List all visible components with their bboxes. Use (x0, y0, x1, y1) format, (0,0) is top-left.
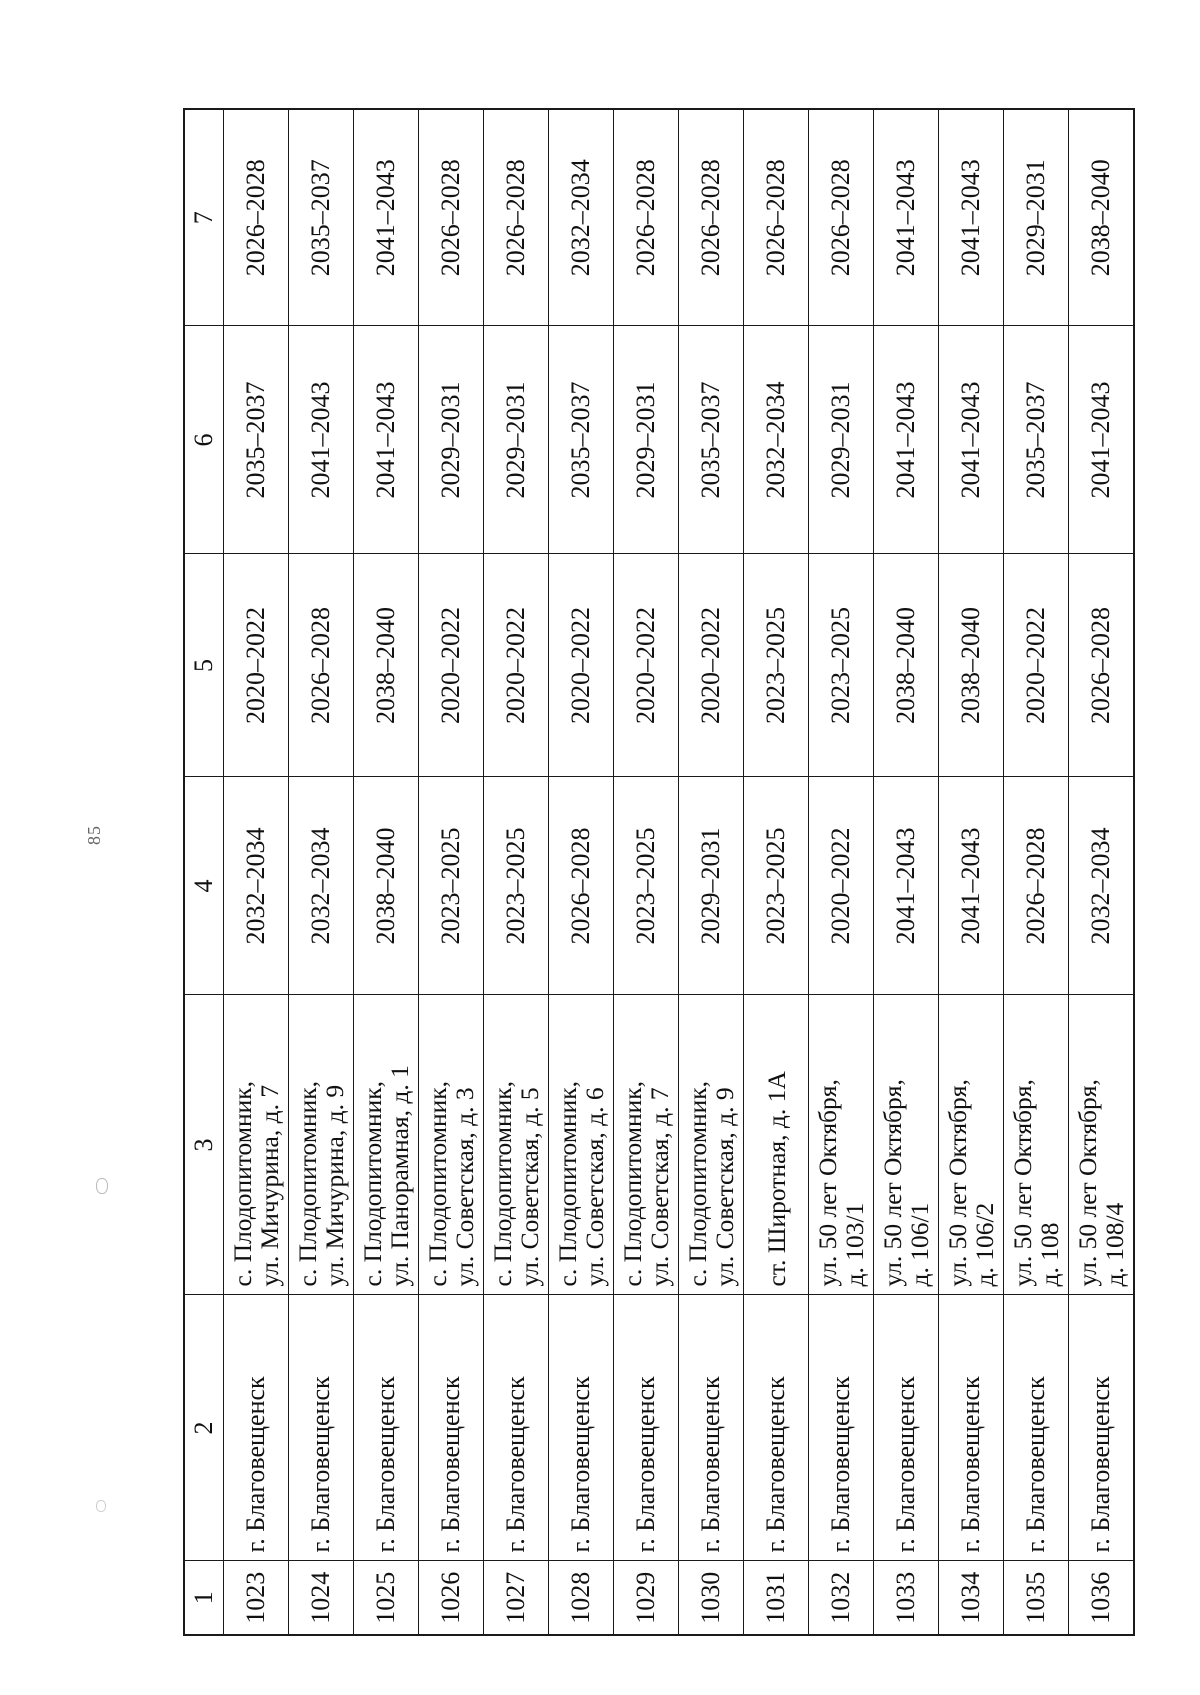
table-body (224, 109, 1135, 1635)
period-cell-col-6: 2035–2037 (679, 326, 744, 554)
period-cell-col-5: 2020–2022 (614, 554, 679, 777)
row-number-cell: 1031 (744, 1561, 809, 1635)
period-cell-col-7: 2041–2043 (874, 109, 939, 326)
period-cell-col-7: 2038–2040 (1069, 109, 1135, 326)
period-cell-col-6: 2029–2031 (484, 326, 549, 554)
table-row (549, 109, 614, 1635)
period-cell-col-5: 2038–2040 (939, 554, 1004, 777)
address-line-1: ул. 50 лет Октября, (1008, 1079, 1037, 1287)
address-line-2: д. 106/1 (905, 1202, 934, 1287)
table-row (484, 109, 549, 1635)
header-cell-col-5: 5 (184, 554, 224, 777)
address-line-1: ул. 50 лет Октября, (813, 1079, 842, 1287)
address-line-2: ул. Советская, д. 5 (515, 1087, 544, 1287)
period-cell-col-5: 2023–2025 (809, 554, 874, 777)
table-row (874, 109, 939, 1635)
row-number-cell: 1029 (614, 1561, 679, 1635)
address-cell (809, 995, 874, 1295)
address-line-2: ул. Советская, д. 7 (645, 1087, 674, 1287)
address-cell (744, 995, 809, 1295)
period-cell-col-5: 2026–2028 (1069, 554, 1135, 777)
city-cell: г. Благовещенск (289, 1295, 354, 1561)
row-number-cell: 1033 (874, 1561, 939, 1635)
period-cell-col-6: 2041–2043 (874, 326, 939, 554)
address-line-1: ул. 50 лет Октября, (878, 1079, 907, 1287)
address-cell (1069, 995, 1135, 1295)
period-cell-col-6: 2041–2043 (289, 326, 354, 554)
period-cell-col-5: 2020–2022 (549, 554, 614, 777)
period-cell-col-4: 2041–2043 (939, 777, 1004, 995)
header-cell-col-6: 6 (184, 326, 224, 554)
row-number-cell: 1025 (354, 1561, 419, 1635)
address-line-1: с. Плодопитомник, (358, 1080, 387, 1287)
period-cell-col-4: 2023–2025 (744, 777, 809, 995)
city-cell: г. Благовещенск (1069, 1295, 1135, 1561)
address-line-2: ул. Советская, д. 3 (450, 1087, 479, 1287)
row-number-cell: 1026 (419, 1561, 484, 1635)
address-line-1: ст. Широтная, д. 1А (761, 1071, 791, 1287)
period-cell-col-6: 2029–2031 (809, 326, 874, 554)
period-cell-col-6: 2035–2037 (224, 326, 289, 554)
address-line-1: с. Плодопитомник, (553, 1080, 582, 1287)
address-line-2: д. 103/1 (840, 1202, 869, 1287)
address-line-2: д. 108/4 (1100, 1202, 1129, 1287)
address-cell (289, 995, 354, 1295)
period-cell-col-5: 2020–2022 (224, 554, 289, 777)
address-cell (484, 995, 549, 1295)
period-cell-col-7: 2041–2043 (354, 109, 419, 326)
address-line-1: с. Плодопитомник, (228, 1080, 257, 1287)
table-row (809, 109, 874, 1635)
header-row (184, 109, 224, 1635)
row-number-cell: 1030 (679, 1561, 744, 1635)
period-cell-col-7: 2026–2028 (679, 109, 744, 326)
city-cell: г. Благовещенск (484, 1295, 549, 1561)
city-cell: г. Благовещенск (744, 1295, 809, 1561)
address-line-1: с. Плодопитомник, (488, 1080, 517, 1287)
page-number: 85 (84, 825, 104, 845)
period-cell-col-4: 2020–2022 (809, 777, 874, 995)
row-number-cell: 1035 (1004, 1561, 1069, 1635)
address-cell (549, 995, 614, 1295)
address-line-1: ул. 50 лет Октября, (1073, 1079, 1102, 1287)
address-cell (1004, 995, 1069, 1295)
address-cell (939, 995, 1004, 1295)
period-cell-col-7: 2032–2034 (549, 109, 614, 326)
table-row (939, 109, 1004, 1635)
city-cell: г. Благовещенск (549, 1295, 614, 1561)
address-cell (224, 995, 289, 1295)
period-cell-col-7: 2026–2028 (744, 109, 809, 326)
period-cell-col-5: 2038–2040 (874, 554, 939, 777)
row-number-cell: 1023 (224, 1561, 289, 1635)
period-cell-col-4: 2032–2034 (1069, 777, 1135, 995)
header-cell-col-4: 4 (184, 777, 224, 995)
address-line-1: с. Плодопитомник, (293, 1080, 322, 1287)
address-line-1: с. Плодопитомник, (618, 1080, 647, 1287)
period-cell-col-5: 2026–2028 (289, 554, 354, 777)
period-cell-col-7: 2041–2043 (939, 109, 1004, 326)
period-cell-col-4: 2023–2025 (419, 777, 484, 995)
row-number-cell: 1028 (549, 1561, 614, 1635)
scan-artifact-mark (96, 1500, 106, 1512)
period-cell-col-5: 2038–2040 (354, 554, 419, 777)
period-cell-col-6: 2029–2031 (419, 326, 484, 554)
rotated-table-wrapper (183, 110, 1129, 1636)
city-cell: г. Благовещенск (874, 1295, 939, 1561)
period-cell-col-6: 2041–2043 (1069, 326, 1135, 554)
period-cell-col-6: 2041–2043 (354, 326, 419, 554)
schedule-table (183, 108, 1135, 1636)
period-cell-col-4: 2023–2025 (614, 777, 679, 995)
address-line-2: ул. Советская, д. 9 (710, 1087, 739, 1287)
table-row (614, 109, 679, 1635)
address-cell (874, 995, 939, 1295)
period-cell-col-7: 2029–2031 (1004, 109, 1069, 326)
period-cell-col-5: 2023–2025 (744, 554, 809, 777)
city-cell: г. Благовещенск (419, 1295, 484, 1561)
period-cell-col-4: 2041–2043 (874, 777, 939, 995)
address-line-1: с. Плодопитомник, (423, 1080, 452, 1287)
address-line-2: д. 108 (1035, 1222, 1064, 1287)
period-cell-col-7: 2026–2028 (419, 109, 484, 326)
table-row (224, 109, 289, 1635)
period-cell-col-7: 2026–2028 (614, 109, 679, 326)
row-number-cell: 1036 (1069, 1561, 1135, 1635)
period-cell-col-4: 2032–2034 (224, 777, 289, 995)
address-cell (354, 995, 419, 1295)
table-row (679, 109, 744, 1635)
address-line-1: с. Плодопитомник, (683, 1080, 712, 1287)
period-cell-col-7: 2026–2028 (809, 109, 874, 326)
period-cell-col-7: 2026–2028 (224, 109, 289, 326)
row-number-cell: 1027 (484, 1561, 549, 1635)
address-line-1: ул. 50 лет Октября, (943, 1079, 972, 1287)
table-row (354, 109, 419, 1635)
row-number-cell: 1034 (939, 1561, 1004, 1635)
period-cell-col-6: 2029–2031 (614, 326, 679, 554)
address-line-2: ул. Мичурина, д. 9 (320, 1084, 349, 1287)
address-cell (419, 995, 484, 1295)
city-cell: г. Благовещенск (939, 1295, 1004, 1561)
city-cell: г. Благовещенск (224, 1295, 289, 1561)
period-cell-col-7: 2035–2037 (289, 109, 354, 326)
address-line-2: д. 106/2 (970, 1202, 999, 1287)
period-cell-col-6: 2041–2043 (939, 326, 1004, 554)
address-cell (679, 995, 744, 1295)
city-cell: г. Благовещенск (809, 1295, 874, 1561)
period-cell-col-4: 2026–2028 (1004, 777, 1069, 995)
period-cell-col-5: 2020–2022 (419, 554, 484, 777)
period-cell-col-4: 2023–2025 (484, 777, 549, 995)
table-row (1069, 109, 1135, 1635)
address-line-2: ул. Советская, д. 6 (580, 1087, 609, 1287)
city-cell: г. Благовещенск (354, 1295, 419, 1561)
period-cell-col-6: 2032–2034 (744, 326, 809, 554)
period-cell-col-5: 2020–2022 (484, 554, 549, 777)
row-number-cell: 1024 (289, 1561, 354, 1635)
period-cell-col-6: 2035–2037 (549, 326, 614, 554)
row-number-cell: 1032 (809, 1561, 874, 1635)
address-line-2: ул. Мичурина, д. 7 (255, 1084, 284, 1287)
table-row (419, 109, 484, 1635)
city-cell: г. Благовещенск (1004, 1295, 1069, 1561)
period-cell-col-4: 2038–2040 (354, 777, 419, 995)
period-cell-col-4: 2029–2031 (679, 777, 744, 995)
header-cell-col-1: 1 (184, 1561, 224, 1635)
period-cell-col-4: 2032–2034 (289, 777, 354, 995)
city-cell: г. Благовещенск (614, 1295, 679, 1561)
address-line-2: ул. Панорамная, д. 1 (385, 1065, 414, 1287)
table-row (289, 109, 354, 1635)
header-cell-col-3: 3 (184, 995, 224, 1295)
header-cell-col-7: 7 (184, 109, 224, 326)
period-cell-col-5: 2020–2022 (679, 554, 744, 777)
period-cell-col-5: 2020–2022 (1004, 554, 1069, 777)
period-cell-col-7: 2026–2028 (484, 109, 549, 326)
period-cell-col-4: 2026–2028 (549, 777, 614, 995)
table-row (744, 109, 809, 1635)
header-cell-col-2: 2 (184, 1295, 224, 1561)
period-cell-col-6: 2035–2037 (1004, 326, 1069, 554)
scan-artifact-mark (96, 1178, 108, 1194)
city-cell: г. Благовещенск (679, 1295, 744, 1561)
address-cell (614, 995, 679, 1295)
table-row (1004, 109, 1069, 1635)
